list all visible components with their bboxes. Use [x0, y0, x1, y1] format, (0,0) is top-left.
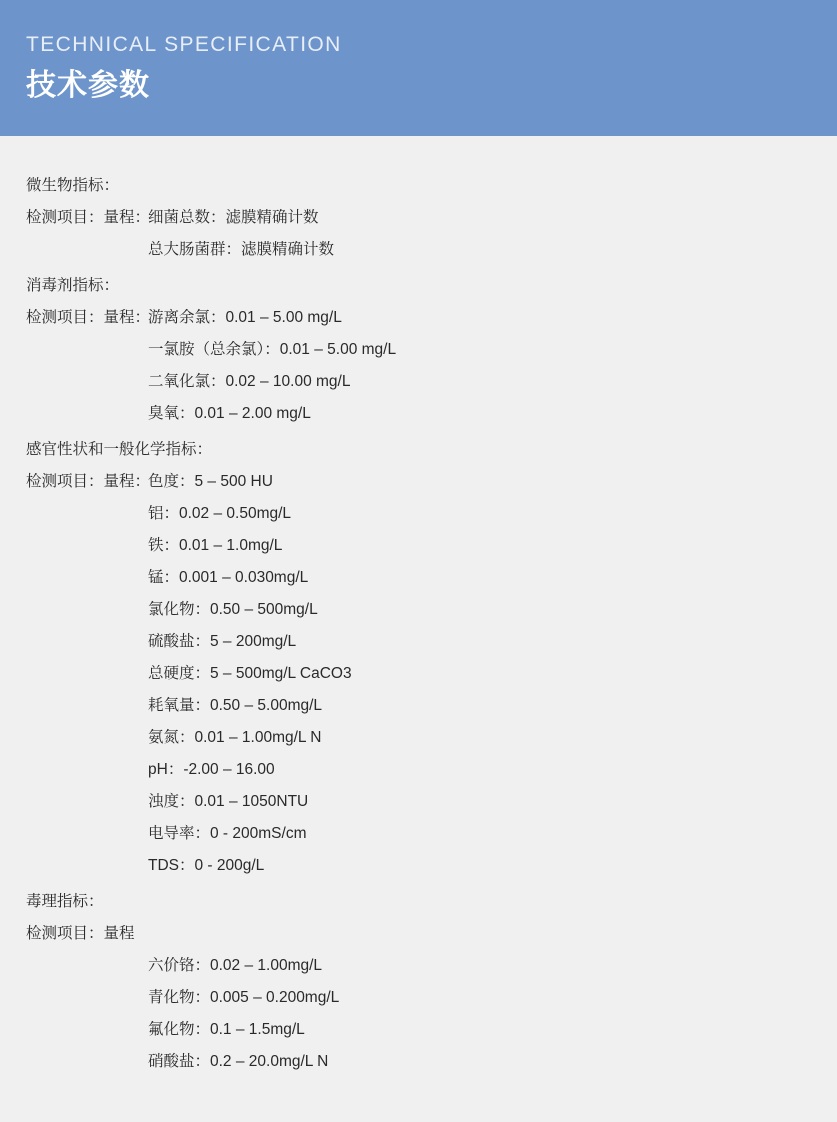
- item-text: 总硬度：5 – 500mg/L CaCO3: [148, 665, 352, 682]
- group-items: [26, 234, 811, 266]
- spec-content: [0, 136, 837, 1122]
- item-text: 锰：0.001 – 0.030mg/L: [148, 569, 309, 586]
- item-text: 电导率：0 - 200mS/cm: [148, 825, 307, 842]
- group-first-row: [26, 918, 811, 950]
- item-text: 铁：0.01 – 1.0mg/L: [148, 537, 283, 554]
- list-item: [26, 562, 811, 594]
- row-value: 游离余氯：0.01 – 5.00 mg/L: [148, 309, 342, 326]
- list-item: [26, 1014, 811, 1046]
- spec-group: [26, 434, 811, 882]
- spec-group: [26, 886, 811, 1078]
- item-text: pH：-2.00 – 16.00: [148, 761, 275, 778]
- item-text: 总大肠菌群：滤膜精确计数: [148, 241, 335, 258]
- item-text: 二氧化氯：0.02 – 10.00 mg/L: [148, 373, 351, 390]
- list-item: [26, 498, 811, 530]
- list-item: [26, 626, 811, 658]
- group-title: 消毒剂指标：: [26, 277, 120, 294]
- page-header: [0, 0, 837, 136]
- row-value: 色度：5 – 500 HU: [148, 473, 273, 490]
- list-item: [26, 658, 811, 690]
- row-label: 检测项目：量程：: [26, 209, 151, 226]
- group-first-row: [26, 202, 811, 234]
- item-text: 耗氧量：0.50 – 5.00mg/L: [148, 697, 323, 714]
- list-item: [26, 754, 811, 786]
- list-item: [26, 398, 811, 430]
- list-item: [26, 1046, 811, 1078]
- list-item: [26, 234, 811, 266]
- list-item: [26, 982, 811, 1014]
- row-label: 检测项目：量程：: [26, 473, 151, 490]
- list-item: [26, 818, 811, 850]
- item-text: 青化物：0.005 – 0.200mg/L: [148, 989, 340, 1006]
- item-text: 氯化物：0.50 – 500mg/L: [148, 601, 318, 618]
- item-text: 六价铬：0.02 – 1.00mg/L: [148, 957, 323, 974]
- page-title: 技术参数: [26, 68, 150, 102]
- group-title: 毒理指标：: [26, 893, 104, 910]
- list-item: [26, 722, 811, 754]
- list-item: [26, 786, 811, 818]
- item-text: 硝酸盐：0.2 – 20.0mg/L N: [148, 1053, 329, 1070]
- row-label: 检测项目：量程：: [26, 309, 151, 326]
- group-title: 感官性状和一般化学指标：: [26, 441, 213, 458]
- group-items: [26, 498, 811, 882]
- group-items: [26, 334, 811, 430]
- item-text: 浊度：0.01 – 1050NTU: [148, 793, 309, 810]
- group-first-row: [26, 302, 811, 334]
- group-first-row: [26, 466, 811, 498]
- list-item: [26, 334, 811, 366]
- list-item: [26, 530, 811, 562]
- item-text: 硫酸盐：5 – 200mg/L: [148, 633, 297, 650]
- group-title: 微生物指标：: [26, 177, 120, 194]
- list-item: [26, 366, 811, 398]
- list-item: [26, 690, 811, 722]
- row-label: 检测项目：量程: [26, 925, 135, 942]
- item-text: 氟化物：0.1 – 1.5mg/L: [148, 1021, 305, 1038]
- spec-group: [26, 270, 811, 430]
- item-text: 一氯胺（总余氯）：0.01 – 5.00 mg/L: [148, 341, 397, 358]
- list-item: [26, 950, 811, 982]
- row-value: 细菌总数：滤膜精确计数: [148, 209, 319, 226]
- list-item: [26, 594, 811, 626]
- spec-group: [26, 170, 811, 266]
- group-items: [26, 950, 811, 1078]
- item-text: 铝：0.02 – 0.50mg/L: [148, 505, 292, 522]
- item-text: 氨氮：0.01 – 1.00mg/L N: [148, 729, 322, 746]
- list-item: [26, 850, 811, 882]
- item-text: TDS：0 - 200g/L: [148, 857, 265, 874]
- item-text: 臭氧：0.01 – 2.00 mg/L: [148, 405, 311, 422]
- header-eyebrow: TECHNICAL SPECIFICATION: [26, 33, 342, 57]
